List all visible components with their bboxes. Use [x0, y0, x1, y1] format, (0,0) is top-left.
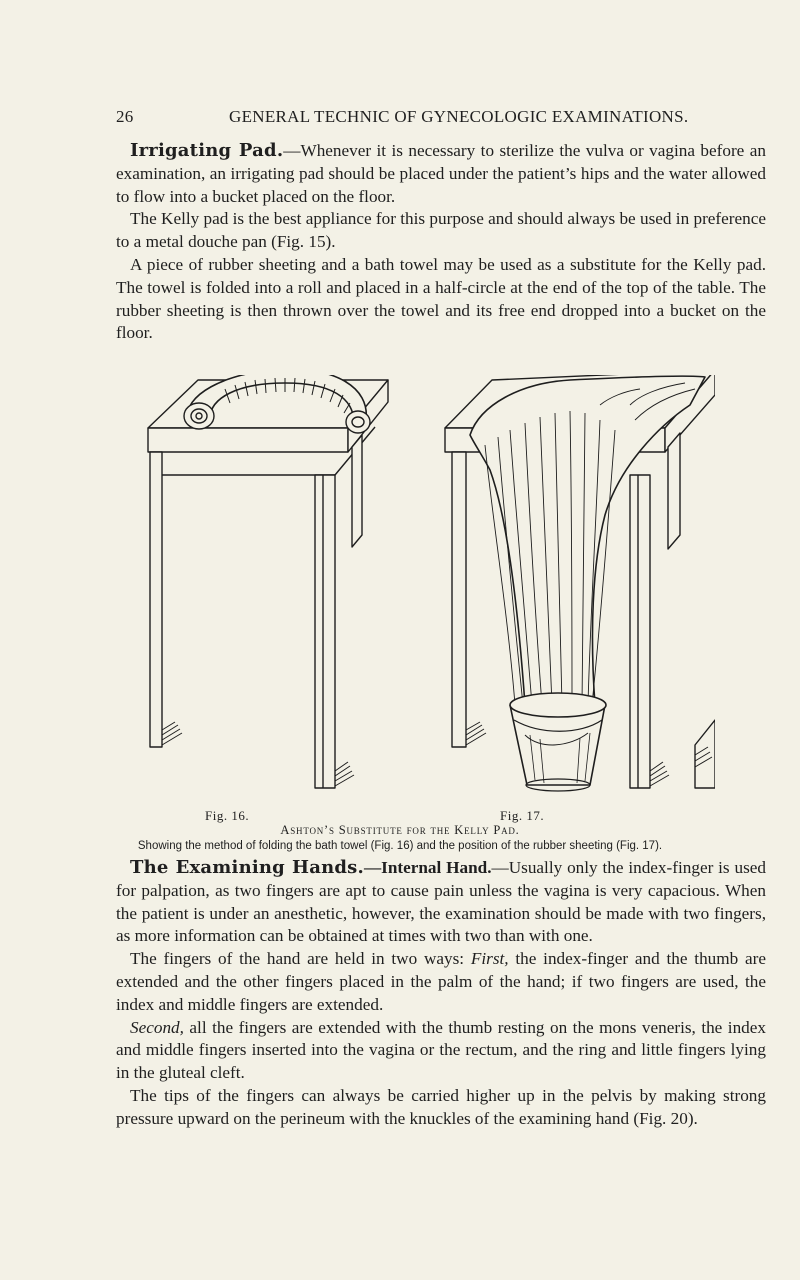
paragraph [116, 1017, 766, 1085]
running-title: GENERAL TECHNIC OF GYNECOLOGIC EXAMINATIONS. [229, 107, 689, 126]
paragraph-text: —Whenever it is necessary to sterilize the vulva or vagina before an examination, an irrigating pad should be placed under the patient’s hips and the water allowed to flow into a bucket placed on the floor. [116, 141, 766, 206]
fig-17-label: Fig. 17. [500, 808, 545, 823]
irrigating-pad-section [116, 140, 766, 345]
subheading: —Internal Hand. [363, 858, 492, 877]
emphasis-first: First, [470, 949, 509, 969]
fig-16-label: Fig. 16. [205, 808, 250, 823]
section-heading: Irrigating Pad. [130, 140, 284, 161]
examining-hands-section [116, 857, 766, 1131]
figure-caption-text: Showing the method of folding the bath towel (Fig. 16) and the position of the rubber sheeting (Fig. 17). [137, 840, 663, 852]
fig-16-drawing [148, 375, 388, 788]
paragraph [116, 948, 766, 1016]
paragraph: The Kelly pad is the best appliance for this purpose and should always be used in preference to a metal douche pan (Fig. 15). [116, 209, 766, 252]
paragraph [116, 857, 766, 948]
paragraph-text: all the fingers are extended with the thumb resting on the mons veneris, the index and middle fingers inserted into the vagina or the rectum, and the ring and little fingers lying in the gluteal cleft. [116, 1017, 766, 1083]
figure-illustration [130, 375, 715, 800]
paragraph-text: the index-finger and the thumb are extended and the other fingers placed in the palm of the hand; if two fingers are used, the index and middle fingers are extended. [116, 949, 766, 1014]
paragraph [116, 140, 766, 208]
page-number: 26 [116, 107, 134, 126]
emphasis-second: Second, [130, 1017, 184, 1037]
section-heading: The Examining Hands. [130, 857, 364, 878]
paragraph-text: The fingers of the hand are held in two ways: [130, 949, 471, 969]
fig-17-drawing [445, 375, 715, 791]
paragraph: The tips of the fingers can always be carried higher up in the pelvis by making strong pressure upward on the perineum with the knuckles of the examining hand (Fig. 20). [116, 1085, 766, 1128]
paragraph: A piece of rubber sheeting and a bath towel may be used as a substitute for the Kelly pad. The towel is folded into a roll and placed in a half-circle at the end of the top of the table. The rubber sheeting is then thrown over the towel and its free end dropped into a bucket on the floor. [116, 254, 766, 343]
paragraph-text: —Usually only the index-finger is used for palpation, as two fingers are apt to cause pain unless the vagina is very capacious. When the patient is under an anesthetic, however, the examination should be made with two fingers, as more information can be obtained at times with two than with one. [116, 858, 766, 946]
figure-caption-title: Ashton’s Substitute for the Kelly Pad. [280, 823, 520, 837]
table-illustrations [130, 375, 715, 800]
